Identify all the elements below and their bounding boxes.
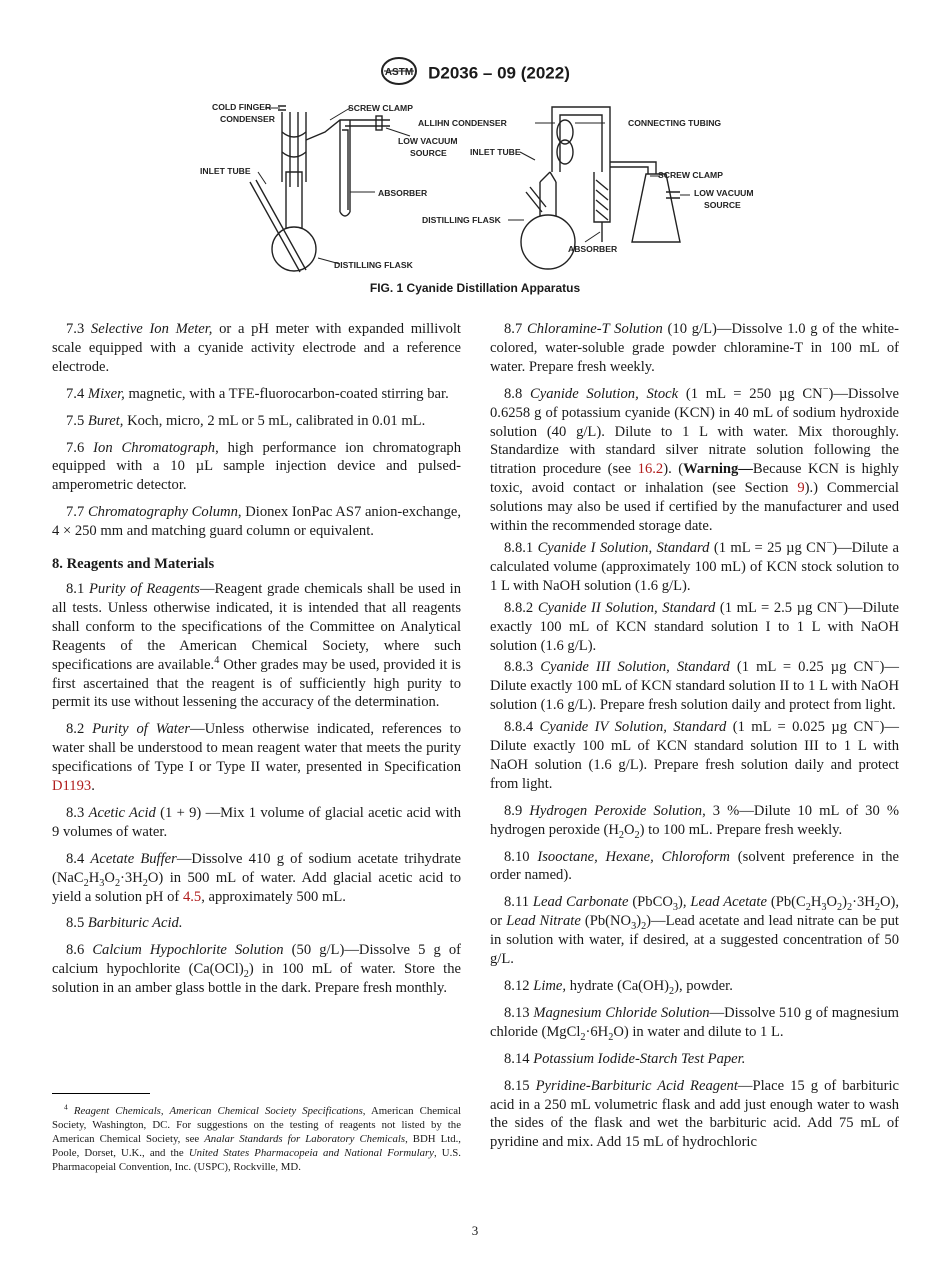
para-8-3: 8.3 Acetic Acid (1 + 9) —Mix 1 volume of glacial acetic acid with 9 volumes of water.: [52, 804, 461, 840]
label-inlet-tube-right: INLET TUBE: [470, 147, 521, 157]
label-low-vacuum-left: LOW VACUUM: [398, 136, 458, 146]
para-8-8: 8.8 Cyanide Solution, Stock (1 mL = 250 µg CN−)—Dissolve 0.6258 g of potassium cyanide (KCN) in 40 mL of sodium hydroxide solution (40 g/L). Dilute to 1 L with water. Mix thoroughly. Standardize with standard silver nitrate solution following the titration procedure (see 16.2). (Warning—Because KCN is highly toxic, avoid contact or inhalation (see Section 9).) Commercial solutions may also be used if certified by the manufacturer and used within the recommended storage date.: [490, 383, 900, 535]
label-cold-finger: COLD FINGER: [212, 102, 272, 112]
label-source-left: SOURCE: [410, 148, 447, 158]
right-distilling-flask-shape: [521, 215, 575, 269]
para-7-3: 7.3 Selective Ion Meter, or a pH meter with expanded millivolt scale equipped with a cyanide activity electrode and a reference electrode.: [52, 321, 461, 375]
page-number: 3: [471, 1223, 479, 1238]
label-distilling-flask-right: DISTILLING FLASK: [422, 215, 501, 225]
section-8-heading: 8. Reagents and Materials: [52, 556, 215, 573]
para-8-8-3: 8.8.3 Cyanide III Solution, Standard (1 mL = 0.25 µg CN−)—Dilute exactly 100 mL of KCN standard solution II to 1 L with NaOH solution (1.6 g/L). Prepare fresh solution daily and protect from light.: [490, 657, 899, 714]
page-header: [0, 56, 950, 91]
link-16-2[interactable]: 16.2: [637, 461, 664, 478]
footnote-rule: [52, 1093, 150, 1094]
para-8-6: 8.6 Calcium Hypochlorite Solution (50 g/L)—Dissolve 5 g of calcium hypochlorite $(Ca(OCl)_2)$ in 100 mL of water. Store the solution in an amber glass bottle in the dark. Prepare fresh monthly.: [52, 942, 461, 997]
para-8-13: 8.13 Magnesium Chloride Solution—Dissolve 510 g of magnesium chloride $(MgCl_2\cdot 6H_2O)$ in water and dilute to 1 L.: [490, 1004, 899, 1043]
para-8-1: 8.1 Purity of Reagents—Reagent grade chemicals shall be used in all tests. Unless otherwise indicated, it is intended that all reagents shall conform to the specifications of the Committee on Analytical Reagents of the American Chemical Society, where such specifications are available.$^4$ Other grades may be used, provided it is first ascertained that the reagent is of sufficiently high purity to permit its use without lessening the accuracy of the determination.: [52, 580, 461, 711]
para-7-7: 7.7 Chromatography Column, Dionex IonPac AS7 anion-exchange, 4 × 250 mm and matching guard column or equivalent.: [52, 504, 461, 540]
para-7-4: 7.4 Mixer, magnetic, with a TFE-fluorocarbon-coated stirring bar.: [66, 385, 449, 402]
astm-logo: [380, 56, 418, 91]
para-8-8-4: 8.8.4 Cyanide IV Solution, Standard (1 mL = 0.025 µg CN−)—Dilute exactly 100 mL of KCN standard solution III to 1 L with NaOH solution (1.6 g/L). Prepare fresh solution daily and protect from light.: [490, 717, 899, 792]
label-allihn-condenser: ALLIHN CONDENSER: [418, 118, 507, 128]
para-8-12: 8.12 Lime, hydrate $(Ca(OH)_2)$, powder.: [504, 978, 733, 997]
para-8-15: 8.15 Pyridine-Barbituric Acid Reagent—Place 15 g of barbituric acid in a 250 mL volumetric flask and add just enough water to wash the sides of the flask and wet the barbituric acid. Add 75 mL of pyridine and mix. Add 15 mL of hydrochloric: [490, 1077, 899, 1151]
logo-text: ASTM: [384, 67, 414, 78]
label-absorber-left: ABSORBER: [378, 188, 428, 198]
footnote-ref-4[interactable]: 4: [214, 654, 220, 666]
label-distilling-flask-left: DISTILLING FLASK: [334, 260, 413, 270]
document-code: D2036 – 09 (2022): [428, 63, 570, 83]
label-screw-clamp-left: SCREW CLAMP: [348, 103, 413, 113]
link-4-5[interactable]: 4.5: [182, 888, 202, 905]
para-8-9: 8.9 Hydrogen Peroxide Solution, 3 %—Dilute 10 mL of 30 % hydrogen peroxide $(H_2O_2)$ to 100 mL. Prepare fresh weekly.: [490, 802, 899, 841]
para-8-14: 8.14 Potassium Iodide-Starch Test Paper.: [504, 1050, 746, 1067]
para-8-8-1: 8.8.1 Cyanide I Solution, Standard (1 mL = 25 µg CN−)—Dilute a calculated volume (approximately 100 mL) of KCN stock solution to 1 L with NaOH solution (1.6 g/L).: [490, 538, 900, 594]
link-section-9[interactable]: 9: [797, 480, 805, 497]
label-source-right: SOURCE: [704, 200, 741, 210]
figure-apparatus: [190, 92, 770, 282]
para-8-4: 8.4 Acetate Buffer—Dissolve 410 g of sodium acetate trihydrate $(NaC_2H_3O_2\cdot 3H_2O)$ in 500 mL of water. Add glacial acetic acid to yield a solution pH of 4.5, approximately 500 mL.: [52, 850, 461, 905]
label-condenser: CONDENSER: [220, 114, 275, 124]
para-8-10: 8.10 Isooctane, Hexane, Chloroform (solvent preference in the order named).: [490, 848, 899, 884]
label-screw-clamp-right: SCREW CLAMP: [658, 170, 723, 180]
para-8-2: 8.2 Purity of Water—Unless otherwise indicated, references to water shall be understood to mean reagent water that meets the purity specifications of Type I or Type II water, presented in Specification D1193.: [52, 721, 461, 795]
footnote-4: $^4$ Reagent Chemicals, American Chemical Society Specifications, American Chemical Society, Washington, DC. For suggestions on the testing of reagents not listed by the American Chemical Society, see Analar Standards for Laboratory Chemicals, BDH Ltd., Poole, Dorset, U.K., and the United States Pharmacopeia and National Formulary, U.S. Pharmacopeial Convention, Inc. (USPC), Rockville, MD.: [52, 1102, 462, 1173]
para-8-7: 8.7 Chloramine-T Solution (10 g/L)—Dissolve 1.0 g of the white-colored, water-soluble grade powder chloramine-T in 100 mL of water. Prepare fresh weekly.: [490, 321, 899, 375]
para-7-5: 7.5 Buret, Koch, micro, 2 mL or 5 mL, calibrated in 0.01 mL.: [66, 412, 426, 429]
right-column: [490, 320, 899, 1160]
label-inlet-tube-left: INLET TUBE: [200, 166, 251, 176]
left-column: [52, 320, 461, 1006]
figure-caption: FIG. 1 Cyanide Distillation Apparatus: [369, 281, 581, 295]
para-7-6: 7.6 Ion Chromatograph, high performance ion chromatograph equipped with a 10 µL sample injection device and pulsed-amperometric detector.: [52, 439, 462, 494]
label-absorber-right: ABSORBER: [568, 244, 618, 254]
para-8-8-2: 8.8.2 Cyanide II Solution, Standard (1 mL = 2.5 µg CN−)—Dilute exactly 100 mL of KCN standard solution I to 1 L with NaOH solution (1.6 g/L).: [490, 597, 899, 654]
link-d1193[interactable]: D1193: [52, 778, 92, 795]
label-low-vacuum-right: LOW VACUUM: [694, 188, 754, 198]
label-connecting-tubing: CONNECTING TUBING: [628, 118, 722, 128]
para-8-11: 8.11 Lead Carbonate (PbCO$_3$), Lead Acetate $(Pb(C_2H_3O_2)_2\cdot 3H_2O)$, or Lead Nitrate $(Pb(NO_3)_2)—Lead$ acetate and lead nitrate can be put in solution with water, if desired, at a suggested concentration of 50 g/L.: [490, 894, 900, 968]
para-8-5: 8.5 Barbituric Acid.: [66, 915, 183, 932]
